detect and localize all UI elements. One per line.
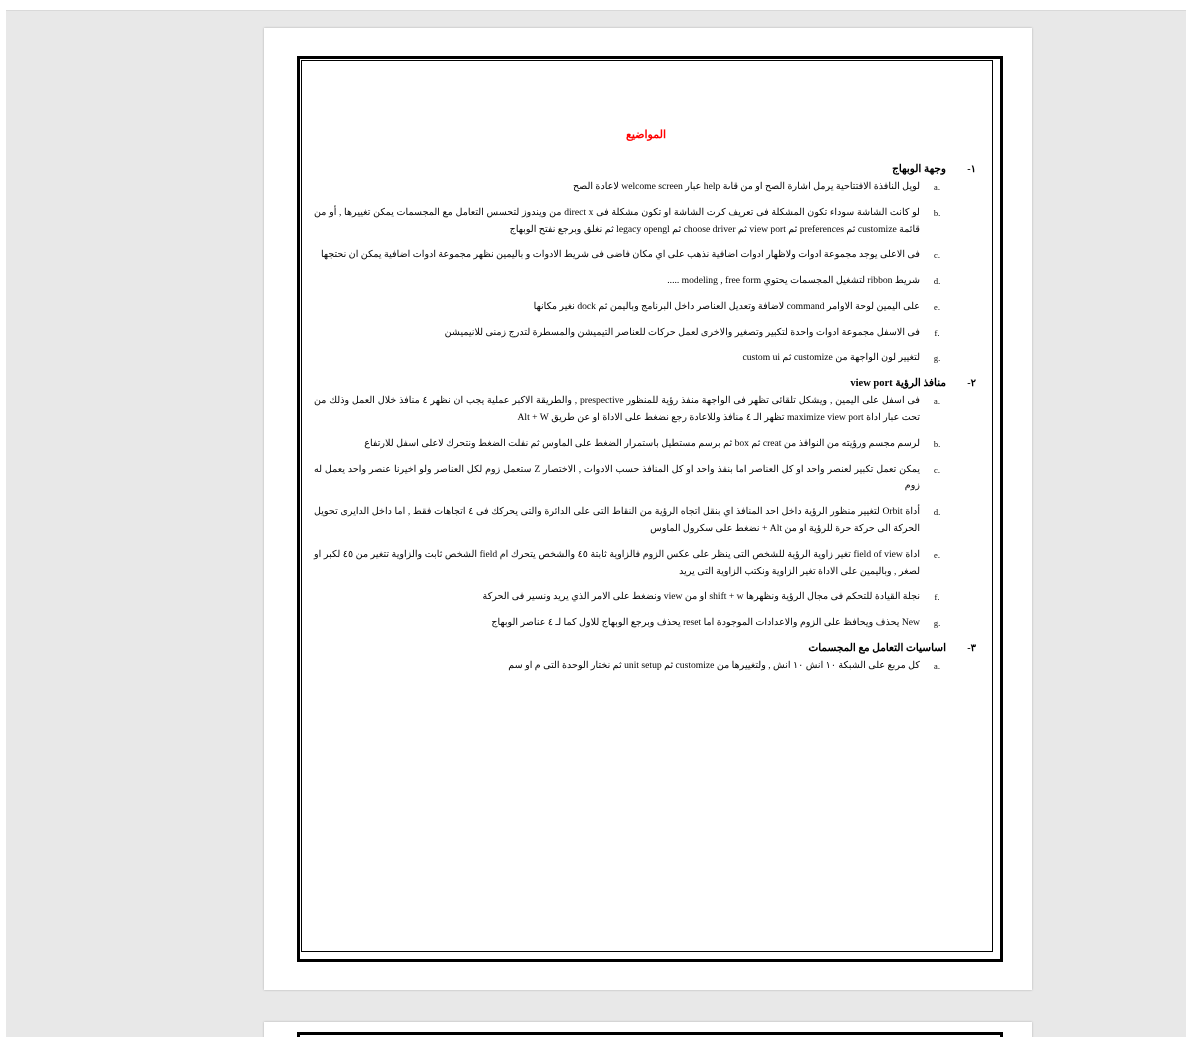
list-item-marker: a. xyxy=(934,396,940,407)
section-heading xyxy=(314,163,978,175)
list-item-text: اداة field of view تغير زاوية الرؤية للشخص التى ينظر على عكس الزوم فالزاوية ثابتة ٤٥ والشخص يتحرك ام field الشخص ثابت والزاوية تتغير من ٤٥ لكبر او لصغر , وباليمين على الاداة تغير الزاوية ونكتب الزاوية التى يريد xyxy=(314,548,921,577)
section-heading xyxy=(314,642,978,654)
document-page xyxy=(264,28,1032,990)
list-item xyxy=(314,436,944,453)
list-item-marker: a. xyxy=(934,660,940,671)
list-item xyxy=(314,247,944,264)
list-item-text: يمكن تعمل تكبير لعنصر واحد او كل العناصر اما بنفذ واحد او كل المنافذ حسب الادوات , الاختصار Z ستعمل زوم لكل العناصر ولو اخيرنا عنصر واحد يعمل له زوم xyxy=(314,463,920,492)
list-item-marker: e. xyxy=(934,549,940,560)
document-title: المواضيع xyxy=(625,129,667,141)
list-item xyxy=(314,547,944,581)
list-item-text: لتغيير لون الواجهة من customize ثم custom ui xyxy=(742,352,920,364)
section-3 xyxy=(314,642,978,675)
right-rail xyxy=(1186,0,1200,1037)
section-list xyxy=(314,163,978,675)
list-item-marker: e. xyxy=(934,301,940,312)
list-item-text: فى اسفل على اليمين , ويشكل تلقائى تظهر فى الواجهة منفذ رؤية للمنظور prespective , والطريقة الاكبر عملية يجب ان نظهر ٤ منافذ خلال العمل وذلك من تحت عبار اداة maximize view port تظهر الـ ٤ منافذ وللاعادة رجع نضغط على الاداة او عن طريق Alt + W xyxy=(314,395,921,424)
list-item-marker: a. xyxy=(934,182,940,192)
list-item xyxy=(314,462,944,496)
section-title: اساسيات التعامل مع المجسمات xyxy=(808,642,946,654)
list-item xyxy=(314,350,944,367)
page-content xyxy=(314,76,978,934)
list-item-text: لو كانت الشاشة سوداء تكون المشكلة فى تعريف كرت الشاشة او تكون مشكلة فى direct x من ويندوز لتحسس التعامل مع المجسمات يمكن تغييرها , أو من قائمة customize ثم preferences ثم view port ثم choose driver ثم legacy opengl ثم نغلق وبرجع نفتح الوبهاج xyxy=(314,206,920,235)
list-item-text: لرسم مجسم ورؤيته من النوافذ من creat ثم box ثم برسم مستطيل باستمرار الضغط على الماوس ثم نفلت الضغط ونتحرك لاعلى اسفل للارتفاع xyxy=(364,437,920,449)
section-1 xyxy=(314,163,978,367)
left-rail xyxy=(0,0,6,1037)
list-item-text: نجلة القيادة للتحكم فى مجال الرؤية ونظهرها shift + w او من view ونضغط على الامر الذي يريد ونسير فى الحركة xyxy=(482,591,920,603)
list-item-text: شريط ribbon لتشغيل المجسمات يحتوي modeling , free form ..... xyxy=(667,275,920,287)
section-1-items xyxy=(314,179,944,367)
list-item xyxy=(314,325,944,342)
section-title: منافذ الرؤية view port xyxy=(850,378,946,390)
section-number: ٣- xyxy=(967,642,976,654)
list-item xyxy=(314,273,944,290)
list-item-text: New يحذف ويحافظ على الزوم والاعدادات الموجودة اما reset يحذف وبرجع الوبهاج للاول كما لـ ٤ عناصر الوبهاج xyxy=(491,617,920,629)
section-number: ٢- xyxy=(967,378,976,390)
section-number: ١- xyxy=(967,164,976,175)
list-item-text: كل مربع على الشبكة ١٠ انش ١٠ انش , ولتغييرها من customize ثم unit setup ثم نختار الوحدة التى م او سم xyxy=(508,659,920,671)
list-item-marker: b. xyxy=(933,438,941,449)
list-item xyxy=(314,393,944,427)
list-item-marker: f. xyxy=(934,327,940,338)
list-item xyxy=(314,504,944,538)
list-item-marker: f. xyxy=(934,592,940,603)
list-item-marker: g. xyxy=(933,618,941,629)
section-2 xyxy=(314,377,978,632)
document-page-next xyxy=(264,1022,1032,1037)
list-item-marker: c. xyxy=(934,250,940,261)
page-next-border xyxy=(297,1032,1003,1037)
list-item xyxy=(314,658,944,675)
list-item xyxy=(314,299,944,316)
list-item-marker: g. xyxy=(933,353,941,364)
section-2-items xyxy=(314,393,944,632)
list-item-text: لويل النافذة الافتتاحية يرمل اشارة الصح او من قاىة help عبار welcome screen لاعادة الصح xyxy=(572,181,920,192)
list-item-text: فى الاسفل مجموعة ادوات واحدة لتكبير وتصغير والاخرى لعمل حركات للعناصر التيميشن والمسطرة لتدرج زمنى للانيميشن xyxy=(444,326,920,338)
list-item xyxy=(314,589,944,606)
list-item-marker: d. xyxy=(933,276,941,287)
list-item-marker: b. xyxy=(933,207,941,218)
list-item-text: أداة Orbit لتغيير منظور الرؤية داخل احد المنافذ اي بنقل اتجاه الرؤية من النقاط التى على الدائرة والتى يحركك فى ٤ اتجاهات فقط , اما داخل الدايرى تحويل الحركة الى حركة حرة للرؤية او من Alt + نضغط على سكرول الماوس xyxy=(314,506,920,534)
list-item-text: على اليمين لوحة الاوامر command لاضافة وتعديل العناصر داخل البرنامج وباليمن ثم dock نغير مكانها xyxy=(533,300,920,312)
section-heading xyxy=(314,377,978,389)
list-item-text: فى الاعلى يوجد مجموعة ادوات ولاظهار ادوات اضافية نذهب على اي مكان فاضى فى شريط الادوات و باليمين نظهر مجموعة ادوات اضافية يمكن ان نحتجها xyxy=(320,249,920,261)
list-item-marker: c. xyxy=(934,464,940,475)
list-item-marker: d. xyxy=(933,507,941,518)
section-3-items xyxy=(314,658,944,675)
list-item xyxy=(314,179,944,196)
list-item xyxy=(314,615,944,632)
top-strip xyxy=(0,0,1200,11)
section-title: وجهة الوبهاج xyxy=(892,164,946,175)
list-item xyxy=(314,205,944,239)
